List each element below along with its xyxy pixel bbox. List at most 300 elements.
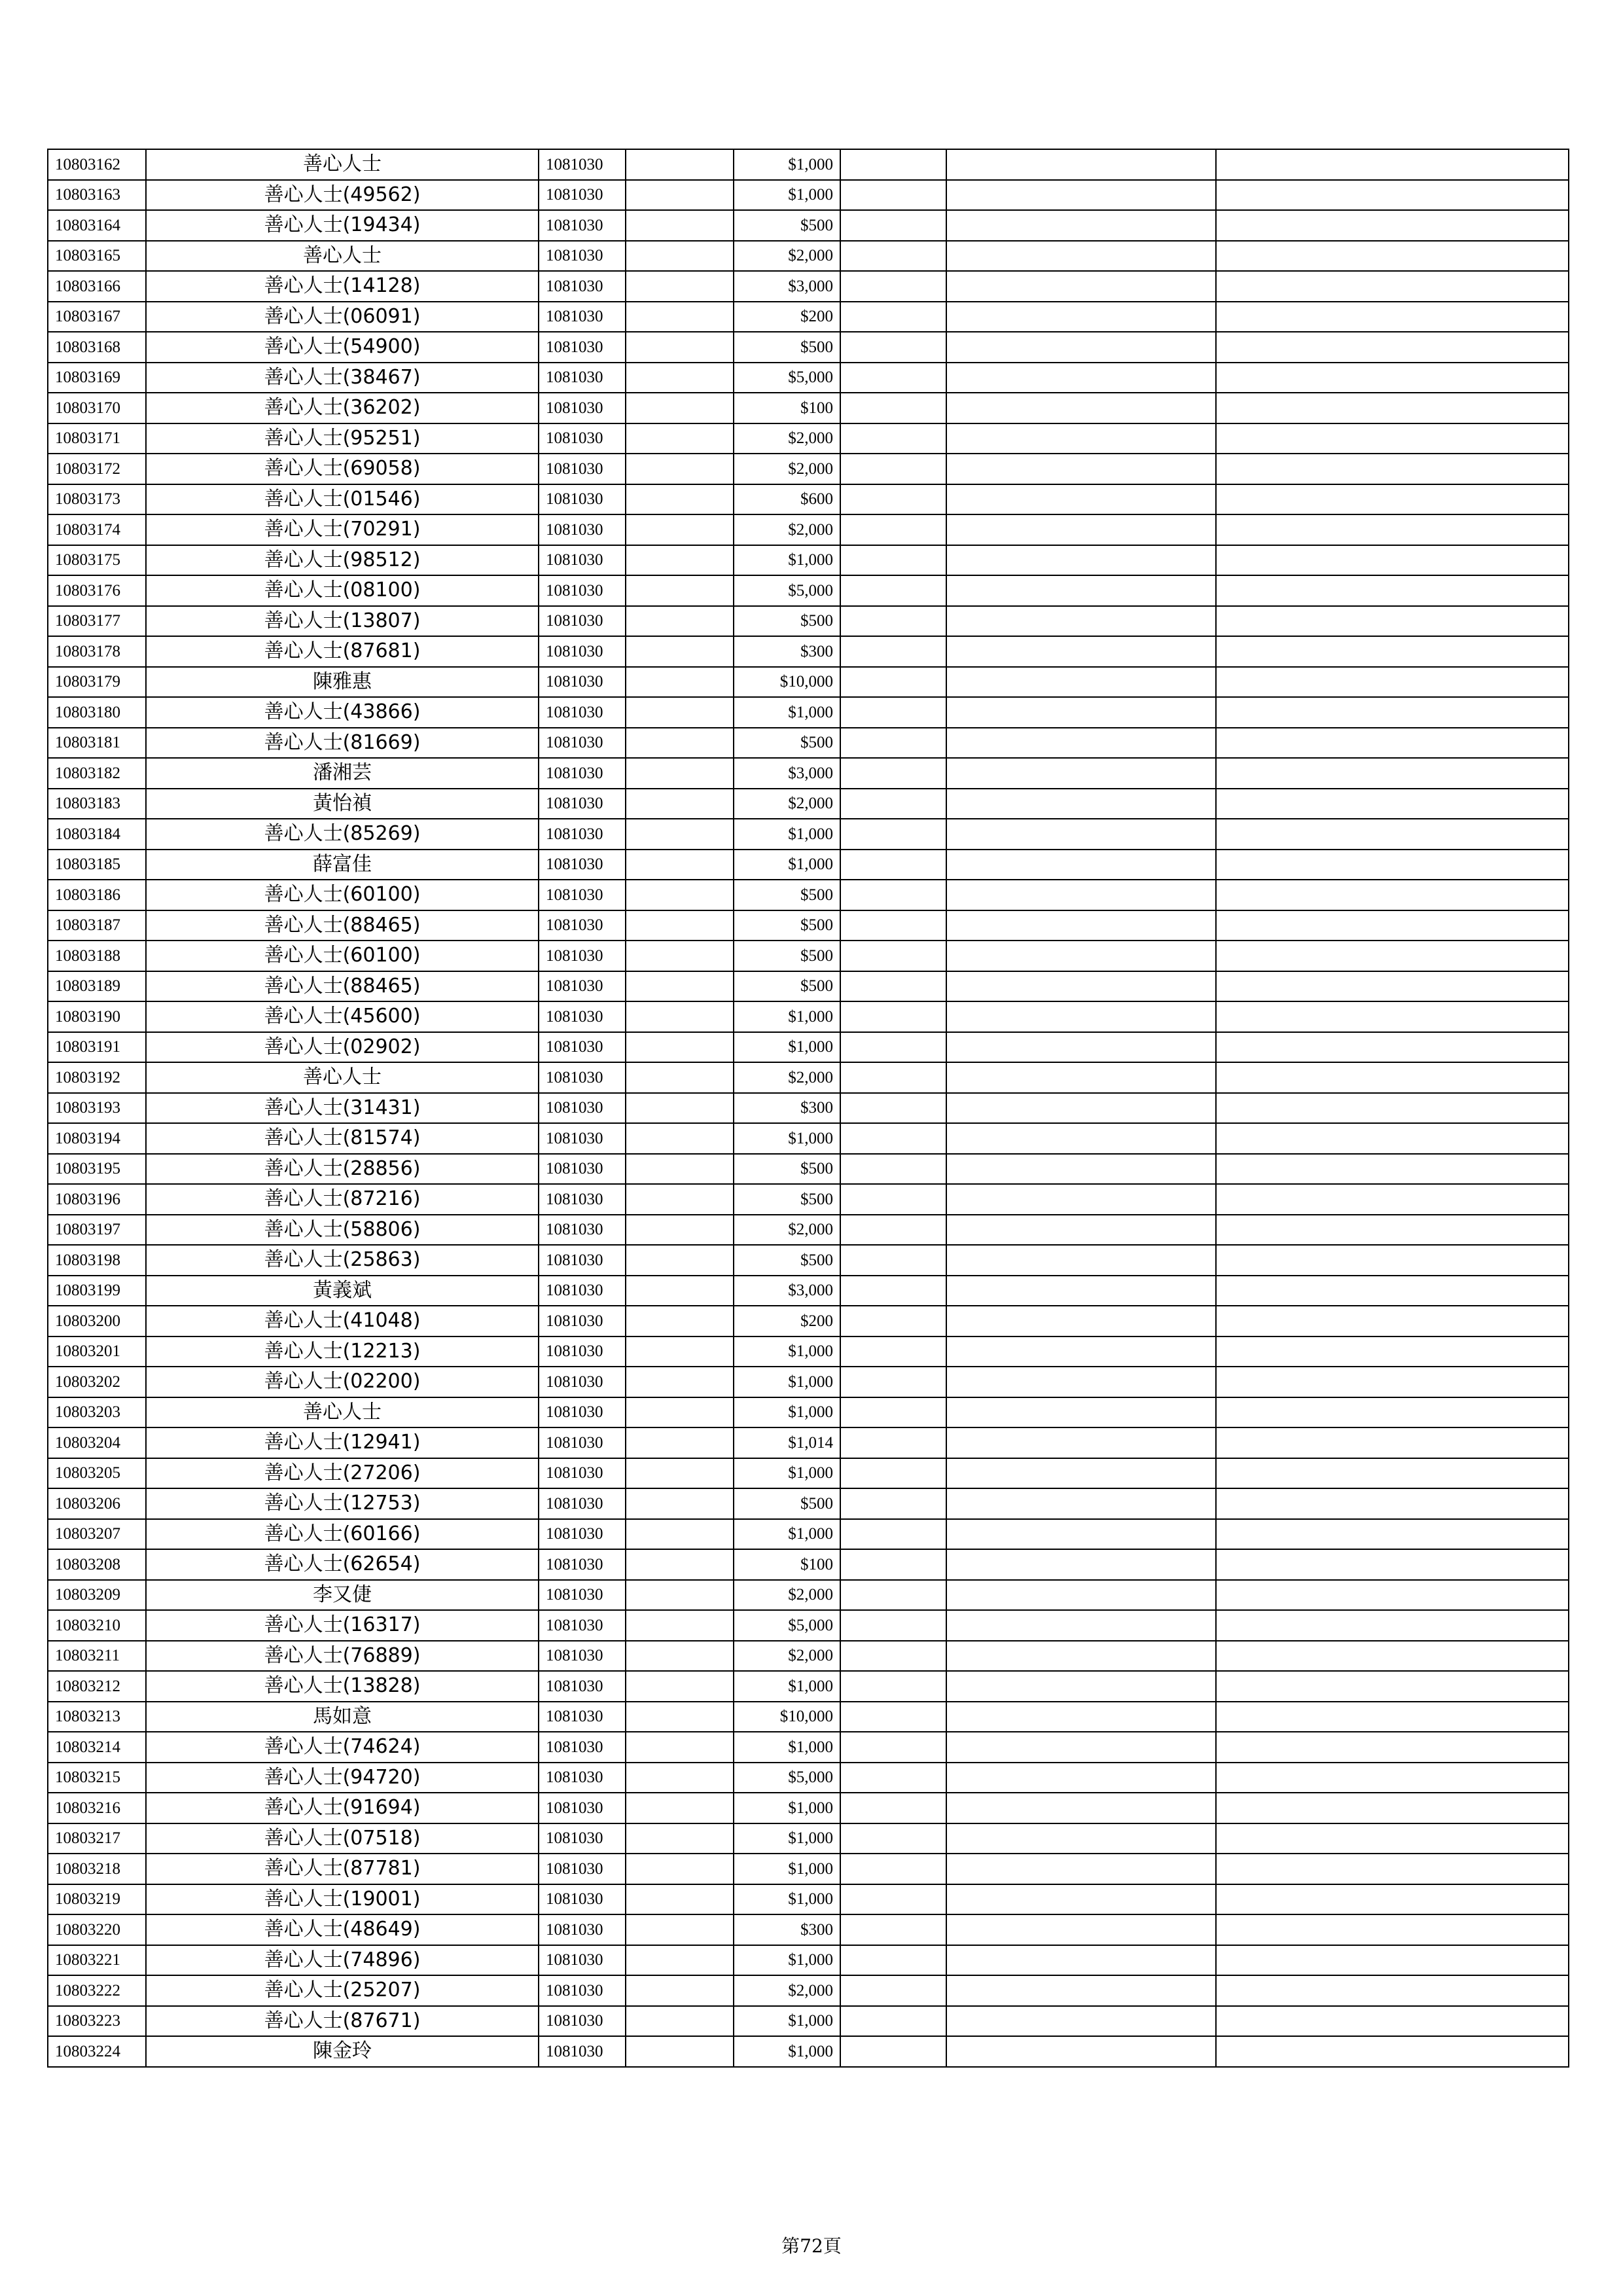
receipt-number-cell: 10803213 <box>48 1702 146 1732</box>
date-cell: 1081030 <box>539 941 626 971</box>
empty-cell <box>946 1276 1216 1306</box>
empty-cell <box>946 1671 1216 1702</box>
empty-cell <box>946 1123 1216 1154</box>
empty-cell <box>1216 1763 1569 1793</box>
empty-cell <box>626 180 734 211</box>
empty-cell <box>840 1245 946 1276</box>
amount-cell: $1,000 <box>734 850 840 880</box>
table-row <box>48 1914 1569 1945</box>
empty-cell <box>840 1123 946 1154</box>
receipt-number-cell: 10803199 <box>48 1276 146 1306</box>
date-cell: 1081030 <box>539 1032 626 1063</box>
amount-cell: $3,000 <box>734 271 840 302</box>
donor-name-cell: 善心人士 <box>146 241 539 272</box>
table-row <box>48 1427 1569 1458</box>
amount-cell: $1,000 <box>734 1793 840 1823</box>
empty-cell <box>946 1732 1216 1763</box>
amount-cell: $2,000 <box>734 1062 840 1093</box>
empty-cell <box>626 910 734 941</box>
receipt-number-cell: 10803224 <box>48 2036 146 2067</box>
donor-name-cell: 善心人士(08100) <box>146 575 539 606</box>
empty-cell <box>840 302 946 332</box>
empty-cell <box>946 1641 1216 1672</box>
amount-cell: $600 <box>734 484 840 515</box>
table-row <box>48 1245 1569 1276</box>
date-cell: 1081030 <box>539 971 626 1002</box>
donor-name-cell: 善心人士(38467) <box>146 363 539 393</box>
empty-cell <box>946 271 1216 302</box>
donor-name-cell: 善心人士(19434) <box>146 210 539 241</box>
empty-cell <box>626 1215 734 1246</box>
table-row <box>48 941 1569 971</box>
empty-cell <box>840 180 946 211</box>
receipt-number-cell: 10803196 <box>48 1184 146 1215</box>
empty-cell <box>1216 241 1569 272</box>
empty-cell <box>1216 1580 1569 1611</box>
empty-cell <box>840 1793 946 1823</box>
donor-name-cell: 善心人士(81574) <box>146 1123 539 1154</box>
amount-cell: $1,000 <box>734 2006 840 2037</box>
table-row <box>48 1397 1569 1428</box>
table-row <box>48 1276 1569 1306</box>
empty-cell <box>626 697 734 728</box>
empty-cell <box>626 1549 734 1580</box>
empty-cell <box>1216 606 1569 637</box>
donor-name-cell: 善心人士(87781) <box>146 1854 539 1884</box>
donor-name-cell: 善心人士(58806) <box>146 1215 539 1246</box>
empty-cell <box>626 1184 734 1215</box>
amount-cell: $500 <box>734 971 840 1002</box>
table-row <box>48 1062 1569 1093</box>
empty-cell <box>840 606 946 637</box>
amount-cell: $3,000 <box>734 1276 840 1306</box>
table-row <box>48 1702 1569 1732</box>
empty-cell <box>946 1184 1216 1215</box>
empty-cell <box>626 880 734 910</box>
donor-name-cell: 善心人士(87681) <box>146 636 539 667</box>
donor-name-cell: 潘湘芸 <box>146 758 539 789</box>
empty-cell <box>626 1001 734 1032</box>
empty-cell <box>946 1702 1216 1732</box>
empty-cell <box>626 971 734 1002</box>
donor-name-cell: 善心人士(49562) <box>146 180 539 211</box>
empty-cell <box>946 1549 1216 1580</box>
empty-cell <box>1216 1276 1569 1306</box>
table-row <box>48 1823 1569 1854</box>
amount-cell: $500 <box>734 210 840 241</box>
date-cell: 1081030 <box>539 1427 626 1458</box>
empty-cell <box>1216 1215 1569 1246</box>
empty-cell <box>626 1336 734 1367</box>
empty-cell <box>946 514 1216 545</box>
empty-cell <box>946 484 1216 515</box>
table-row <box>48 1763 1569 1793</box>
amount-cell: $1,000 <box>734 545 840 576</box>
empty-cell <box>1216 393 1569 423</box>
date-cell: 1081030 <box>539 1154 626 1185</box>
date-cell: 1081030 <box>539 1397 626 1428</box>
empty-cell <box>840 910 946 941</box>
receipt-number-cell: 10803171 <box>48 423 146 454</box>
donor-name-cell: 善心人士(60166) <box>146 1519 539 1550</box>
date-cell: 1081030 <box>539 1488 626 1519</box>
empty-cell <box>626 1945 734 1976</box>
empty-cell <box>840 1580 946 1611</box>
table-row <box>48 880 1569 910</box>
amount-cell: $2,000 <box>734 423 840 454</box>
empty-cell <box>840 971 946 1002</box>
donor-name-cell: 善心人士(88465) <box>146 971 539 1002</box>
date-cell: 1081030 <box>539 606 626 637</box>
table-row <box>48 2006 1569 2037</box>
donor-name-cell: 善心人士(06091) <box>146 302 539 332</box>
amount-cell: $1,000 <box>734 1854 840 1884</box>
empty-cell <box>1216 149 1569 180</box>
empty-cell <box>1216 1488 1569 1519</box>
empty-cell <box>840 2006 946 2037</box>
empty-cell <box>946 2006 1216 2037</box>
date-cell: 1081030 <box>539 1215 626 1246</box>
donor-name-cell: 李又倢 <box>146 1580 539 1611</box>
empty-cell <box>1216 1154 1569 1185</box>
amount-cell: $2,000 <box>734 454 840 484</box>
empty-cell <box>946 1884 1216 1915</box>
receipt-number-cell: 10803175 <box>48 545 146 576</box>
empty-cell <box>626 1123 734 1154</box>
amount-cell: $1,000 <box>734 1032 840 1063</box>
empty-cell <box>1216 1793 1569 1823</box>
empty-cell <box>1216 1884 1569 1915</box>
donor-name-cell: 善心人士(62654) <box>146 1549 539 1580</box>
amount-cell: $100 <box>734 393 840 423</box>
empty-cell <box>946 1823 1216 1854</box>
table-row <box>48 850 1569 880</box>
receipt-number-cell: 10803217 <box>48 1823 146 1854</box>
amount-cell: $500 <box>734 1488 840 1519</box>
empty-cell <box>626 1793 734 1823</box>
empty-cell <box>946 1854 1216 1884</box>
empty-cell <box>946 697 1216 728</box>
receipt-number-cell: 10803186 <box>48 880 146 910</box>
amount-cell: $2,000 <box>734 1580 840 1611</box>
donor-name-cell: 善心人士(02200) <box>146 1367 539 1397</box>
date-cell: 1081030 <box>539 819 626 850</box>
empty-cell <box>946 210 1216 241</box>
date-cell: 1081030 <box>539 758 626 789</box>
empty-cell <box>626 1975 734 2006</box>
empty-cell <box>626 363 734 393</box>
table-row <box>48 1975 1569 2006</box>
receipt-number-cell: 10803181 <box>48 728 146 759</box>
date-cell: 1081030 <box>539 1367 626 1397</box>
date-cell: 1081030 <box>539 1093 626 1124</box>
table-row <box>48 1001 1569 1032</box>
empty-cell <box>946 2036 1216 2067</box>
empty-cell <box>946 880 1216 910</box>
empty-cell <box>1216 758 1569 789</box>
amount-cell: $1,000 <box>734 1001 840 1032</box>
empty-cell <box>626 789 734 819</box>
date-cell: 1081030 <box>539 1641 626 1672</box>
empty-cell <box>1216 1641 1569 1672</box>
receipt-number-cell: 10803197 <box>48 1215 146 1246</box>
amount-cell: $1,000 <box>734 149 840 180</box>
date-cell: 1081030 <box>539 1580 626 1611</box>
empty-cell <box>1216 667 1569 698</box>
table-row <box>48 2036 1569 2067</box>
donor-name-cell: 善心人士(25863) <box>146 1245 539 1276</box>
empty-cell <box>840 1093 946 1124</box>
table-row <box>48 1945 1569 1976</box>
table-row <box>48 1306 1569 1336</box>
date-cell: 1081030 <box>539 1336 626 1367</box>
page-number: 第72頁 <box>781 2235 842 2257</box>
date-cell: 1081030 <box>539 728 626 759</box>
empty-cell <box>626 332 734 363</box>
empty-cell <box>626 393 734 423</box>
empty-cell <box>840 728 946 759</box>
date-cell: 1081030 <box>539 1549 626 1580</box>
date-cell: 1081030 <box>539 850 626 880</box>
empty-cell <box>946 1519 1216 1550</box>
empty-cell <box>626 575 734 606</box>
receipt-number-cell: 10803194 <box>48 1123 146 1154</box>
receipt-number-cell: 10803221 <box>48 1945 146 1976</box>
donor-name-cell: 善心人士 <box>146 149 539 180</box>
date-cell: 1081030 <box>539 1519 626 1550</box>
table-row <box>48 271 1569 302</box>
receipt-number-cell: 10803168 <box>48 332 146 363</box>
empty-cell <box>840 1184 946 1215</box>
empty-cell <box>1216 910 1569 941</box>
receipt-number-cell: 10803218 <box>48 1854 146 1884</box>
table-row <box>48 1154 1569 1185</box>
table-row <box>48 180 1569 211</box>
empty-cell <box>946 789 1216 819</box>
date-cell: 1081030 <box>539 1306 626 1336</box>
donor-name-cell: 善心人士(02902) <box>146 1032 539 1063</box>
date-cell: 1081030 <box>539 271 626 302</box>
donor-name-cell: 馬如意 <box>146 1702 539 1732</box>
empty-cell <box>840 1276 946 1306</box>
empty-cell <box>946 606 1216 637</box>
donor-name-cell: 黃怡禎 <box>146 789 539 819</box>
empty-cell <box>946 454 1216 484</box>
date-cell: 1081030 <box>539 1945 626 1976</box>
empty-cell <box>946 149 1216 180</box>
empty-cell <box>946 1032 1216 1063</box>
receipt-number-cell: 10803192 <box>48 1062 146 1093</box>
receipt-number-cell: 10803164 <box>48 210 146 241</box>
amount-cell: $500 <box>734 728 840 759</box>
date-cell: 1081030 <box>539 423 626 454</box>
empty-cell <box>1216 1458 1569 1489</box>
empty-cell <box>1216 1123 1569 1154</box>
empty-cell <box>626 1032 734 1063</box>
empty-cell <box>1216 1519 1569 1550</box>
empty-cell <box>840 1975 946 2006</box>
empty-cell <box>840 423 946 454</box>
empty-cell <box>1216 1336 1569 1367</box>
donor-name-cell: 善心人士(48649) <box>146 1914 539 1945</box>
empty-cell <box>946 302 1216 332</box>
empty-cell <box>626 1062 734 1093</box>
empty-cell <box>840 1215 946 1246</box>
empty-cell <box>840 1763 946 1793</box>
amount-cell: $500 <box>734 332 840 363</box>
date-cell: 1081030 <box>539 1245 626 1276</box>
amount-cell: $1,000 <box>734 1123 840 1154</box>
empty-cell <box>1216 1975 1569 2006</box>
empty-cell <box>626 758 734 789</box>
empty-cell <box>840 149 946 180</box>
donor-name-cell: 善心人士(13807) <box>146 606 539 637</box>
date-cell: 1081030 <box>539 697 626 728</box>
empty-cell <box>626 545 734 576</box>
amount-cell: $2,000 <box>734 1215 840 1246</box>
empty-cell <box>626 941 734 971</box>
empty-cell <box>946 1367 1216 1397</box>
empty-cell <box>946 1610 1216 1641</box>
empty-cell <box>840 758 946 789</box>
empty-cell <box>840 1367 946 1397</box>
table-row <box>48 1123 1569 1154</box>
empty-cell <box>1216 1032 1569 1063</box>
empty-cell <box>1216 1610 1569 1641</box>
table-row <box>48 636 1569 667</box>
donor-name-cell: 善心人士(95251) <box>146 423 539 454</box>
empty-cell <box>840 1488 946 1519</box>
empty-cell <box>946 332 1216 363</box>
donor-name-cell: 善心人士(87216) <box>146 1184 539 1215</box>
amount-cell: $2,000 <box>734 241 840 272</box>
table-row <box>48 1641 1569 1672</box>
date-cell: 1081030 <box>539 180 626 211</box>
empty-cell <box>626 1732 734 1763</box>
empty-cell <box>946 758 1216 789</box>
date-cell: 1081030 <box>539 1823 626 1854</box>
empty-cell <box>946 1215 1216 1246</box>
receipt-number-cell: 10803214 <box>48 1732 146 1763</box>
empty-cell <box>946 1245 1216 1276</box>
empty-cell <box>626 302 734 332</box>
empty-cell <box>626 1245 734 1276</box>
empty-cell <box>1216 697 1569 728</box>
donor-name-cell: 善心人士(60100) <box>146 941 539 971</box>
amount-cell: $1,000 <box>734 1519 840 1550</box>
donor-name-cell: 善心人士(25207) <box>146 1975 539 2006</box>
donor-name-cell: 善心人士(28856) <box>146 1154 539 1185</box>
receipt-number-cell: 10803183 <box>48 789 146 819</box>
table-row <box>48 728 1569 759</box>
receipt-number-cell: 10803188 <box>48 941 146 971</box>
date-cell: 1081030 <box>539 1123 626 1154</box>
receipt-number-cell: 10803165 <box>48 241 146 272</box>
donor-name-cell: 善心人士(45600) <box>146 1001 539 1032</box>
table-row <box>48 1184 1569 1215</box>
empty-cell <box>840 1732 946 1763</box>
empty-cell <box>840 393 946 423</box>
date-cell: 1081030 <box>539 1793 626 1823</box>
date-cell: 1081030 <box>539 2006 626 2037</box>
empty-cell <box>1216 1306 1569 1336</box>
amount-cell: $500 <box>734 1245 840 1276</box>
receipt-number-cell: 10803173 <box>48 484 146 515</box>
receipt-number-cell: 10803170 <box>48 393 146 423</box>
donor-name-cell: 善心人士(41048) <box>146 1306 539 1336</box>
receipt-number-cell: 10803202 <box>48 1367 146 1397</box>
empty-cell <box>946 819 1216 850</box>
amount-cell: $1,000 <box>734 1367 840 1397</box>
receipt-number-cell: 10803187 <box>48 910 146 941</box>
amount-cell: $5,000 <box>734 1763 840 1793</box>
donor-name-cell: 善心人士(07518) <box>146 1823 539 1854</box>
empty-cell <box>840 332 946 363</box>
empty-cell <box>946 1062 1216 1093</box>
amount-cell: $1,000 <box>734 1732 840 1763</box>
empty-cell <box>946 971 1216 1002</box>
empty-cell <box>1216 1823 1569 1854</box>
amount-cell: $500 <box>734 880 840 910</box>
donor-name-cell: 善心人士(88465) <box>146 910 539 941</box>
amount-cell: $1,000 <box>734 1823 840 1854</box>
table-row <box>48 210 1569 241</box>
donor-name-cell: 善心人士(12941) <box>146 1427 539 1458</box>
table-row <box>48 789 1569 819</box>
empty-cell <box>626 1914 734 1945</box>
empty-cell <box>1216 332 1569 363</box>
empty-cell <box>626 149 734 180</box>
amount-cell: $500 <box>734 910 840 941</box>
receipt-number-cell: 10803222 <box>48 1975 146 2006</box>
empty-cell <box>946 636 1216 667</box>
empty-cell <box>840 697 946 728</box>
receipt-number-cell: 10803220 <box>48 1914 146 1945</box>
receipt-number-cell: 10803209 <box>48 1580 146 1611</box>
table-row <box>48 819 1569 850</box>
table-row <box>48 484 1569 515</box>
receipt-number-cell: 10803216 <box>48 1793 146 1823</box>
receipt-number-cell: 10803174 <box>48 514 146 545</box>
receipt-number-cell: 10803219 <box>48 1884 146 1915</box>
amount-cell: $200 <box>734 302 840 332</box>
empty-cell <box>626 423 734 454</box>
amount-cell: $1,000 <box>734 1945 840 1976</box>
amount-cell: $100 <box>734 1549 840 1580</box>
amount-cell: $1,000 <box>734 1336 840 1367</box>
date-cell: 1081030 <box>539 1732 626 1763</box>
empty-cell <box>1216 1093 1569 1124</box>
receipt-number-cell: 10803176 <box>48 575 146 606</box>
receipt-number-cell: 10803166 <box>48 271 146 302</box>
receipt-number-cell: 10803210 <box>48 1610 146 1641</box>
receipt-number-cell: 10803215 <box>48 1763 146 1793</box>
empty-cell <box>946 575 1216 606</box>
amount-cell: $1,000 <box>734 2036 840 2067</box>
donor-name-cell: 善心人士(69058) <box>146 454 539 484</box>
empty-cell <box>946 1397 1216 1428</box>
table-row <box>48 363 1569 393</box>
empty-cell <box>946 1975 1216 2006</box>
empty-cell <box>626 819 734 850</box>
receipt-number-cell: 10803204 <box>48 1427 146 1458</box>
date-cell: 1081030 <box>539 454 626 484</box>
receipt-number-cell: 10803184 <box>48 819 146 850</box>
empty-cell <box>626 271 734 302</box>
empty-cell <box>840 819 946 850</box>
amount-cell: $1,000 <box>734 1458 840 1489</box>
receipt-number-cell: 10803189 <box>48 971 146 1002</box>
